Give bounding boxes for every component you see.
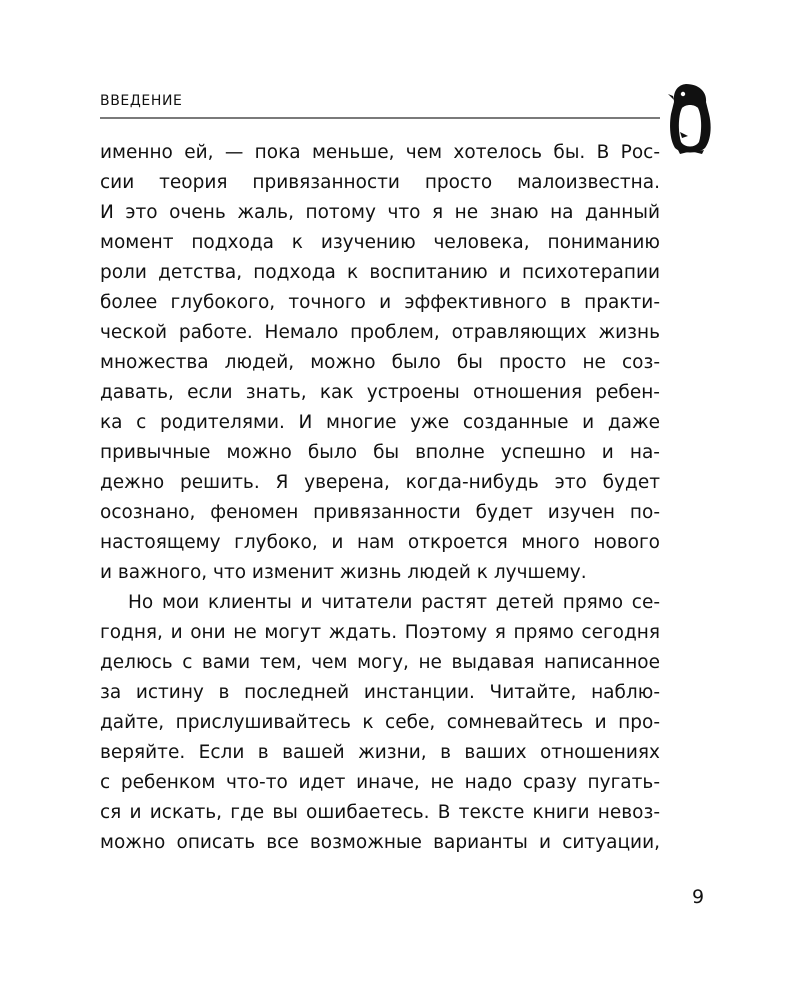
text-line: множества людей, можно было бы просто не соз-	[100, 352, 660, 373]
text-line: дежно решить. Я уверена, когда-нибудь это будет	[100, 472, 660, 493]
text-line: дайте, прислушивайтесь к себе, сомневайтесь и про-	[100, 712, 660, 733]
running-header: ВВЕДЕНИЕ	[100, 93, 183, 109]
text-line: и важного, что изменит жизнь людей к лучшему.	[100, 562, 587, 583]
text-line: именно ей, — пока меньше, чем хотелось бы. В Рос-	[100, 142, 660, 163]
text-line: веряйте. Если в вашей жизни, в ваших отношениях	[100, 742, 660, 763]
text-line: роли детства, подхода к воспитанию и психотерапии	[100, 262, 660, 283]
text-line: настоящему глубоко, и нам откроется много нового	[100, 532, 660, 553]
text-line: годня, и они не могут ждать. Поэтому я прямо сегодня	[100, 622, 660, 643]
text-line: момент подхода к изучению человека, пониманию	[100, 232, 660, 253]
header-divider	[100, 117, 660, 119]
text-line: более глубокого, точного и эффективного в практи-	[100, 292, 660, 313]
text-line: привычные можно было бы вполне успешно и на-	[100, 442, 660, 463]
text-line: ся и искать, где вы ошибаетесь. В тексте книги невоз-	[100, 802, 660, 823]
text-line: за истину в последней инстанции. Читайте, наблю-	[100, 682, 660, 703]
text-line: ческой работе. Немало проблем, отравляющих жизнь	[100, 322, 660, 343]
body-text	[100, 138, 660, 858]
text-line: делюсь с вами тем, чем могу, не выдавая написанное	[100, 652, 660, 673]
text-line: И это очень жаль, потому что я не знаю на данный	[100, 202, 660, 223]
text-line: Но мои клиенты и читатели растят детей прямо се-	[128, 592, 660, 613]
text-line: сии теория привязанности просто малоизвестна.	[100, 172, 660, 193]
text-line: можно описать все возможные варианты и ситуации,	[100, 832, 660, 853]
text-line: ка с родителями. И многие уже созданные и даже	[100, 412, 660, 433]
text-line: осознано, феномен привязанности будет изучен по-	[100, 502, 660, 523]
penguin-icon	[668, 82, 712, 154]
text-line: давать, если знать, как устроены отношения ребен-	[100, 382, 660, 403]
text-line: с ребенком что-то идет иначе, не надо сразу пугать-	[100, 772, 660, 793]
page-number: 9	[692, 886, 705, 908]
